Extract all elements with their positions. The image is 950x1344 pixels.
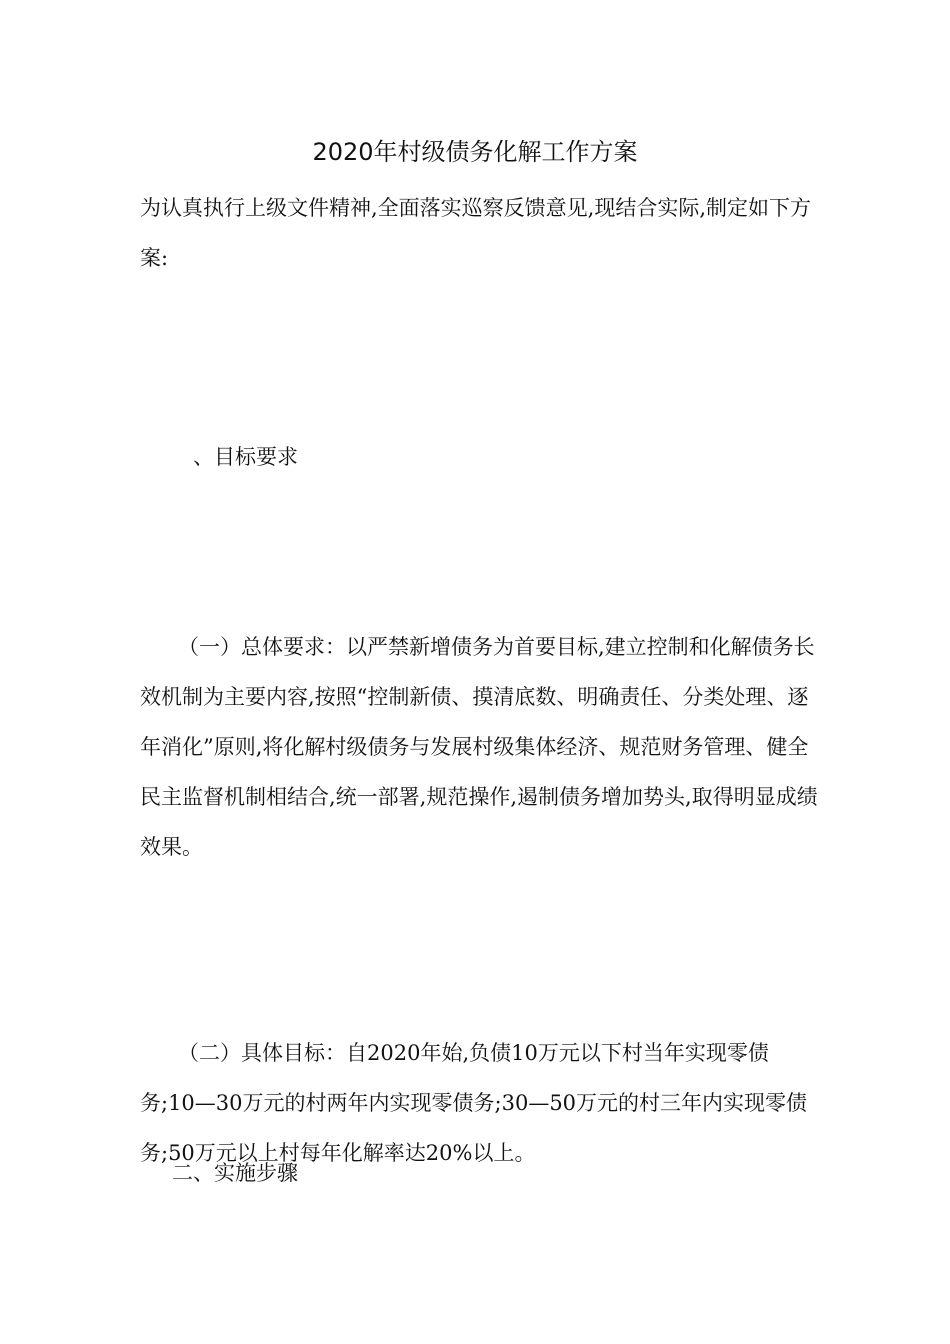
specific-goal-paragraph: （二）具体目标：自2020年始,负债10万元以下村当年实现零债务;10—30万元的村两年内实现零债务;30—50万元的村三年内实现零债务;50万元以上村每年化解率达20%以上。 xyxy=(140,1041,808,1165)
general-requirement-paragraph: （一）总体要求：以严禁新增债务为首要目标,建立控制和化解债务长效机制为主要内容,按照“控制新债、摸清底数、明确责任、分类处理、逐年消化”原则,将化解村级债务与发展村级集体经济、规范财务管理、健全民主监督机制相结合,统一部署,规范操作,遏制债务增加势头,取得明显成绩效果。 xyxy=(140,635,818,859)
section-heading-goals: 、目标要求 xyxy=(193,445,298,469)
intro-paragraph: 为认真执行上级文件精神,全面落实巡察反馈意见,现结合实际,制定如下方案: xyxy=(140,196,812,270)
section-heading-steps: 二、实施步骤 xyxy=(172,1161,298,1185)
document-title: 2020年村级债务化解工作方案 xyxy=(312,138,638,166)
